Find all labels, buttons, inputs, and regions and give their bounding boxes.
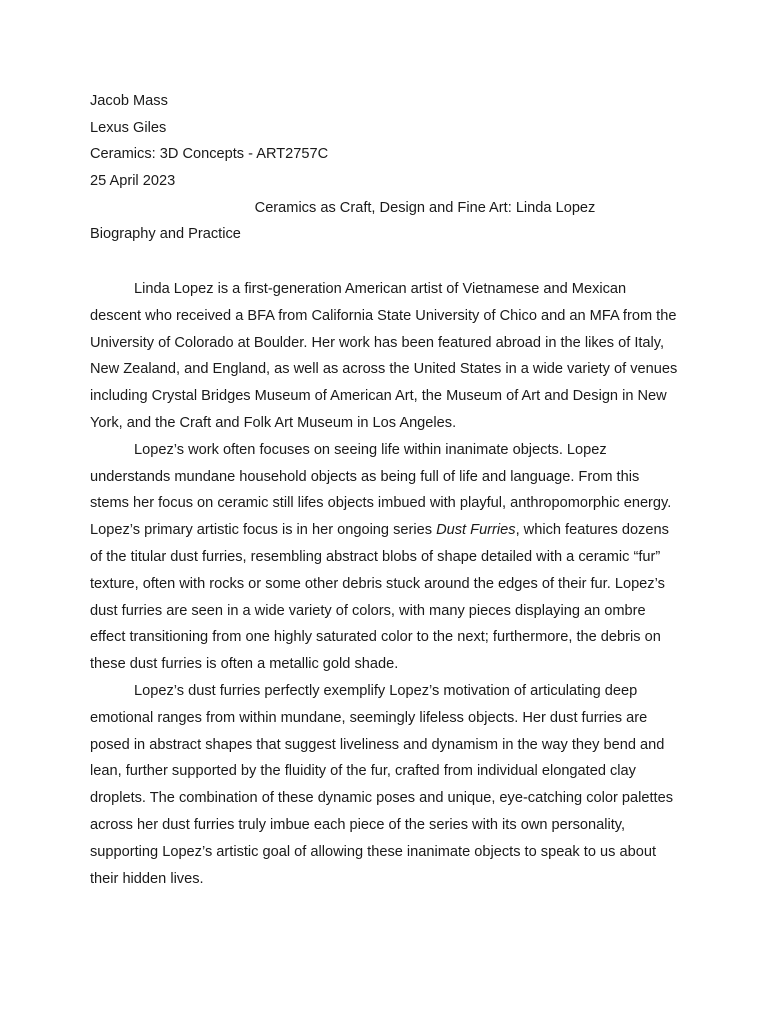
series-title: Dust Furries	[436, 522, 516, 539]
mla-header	[90, 88, 690, 248]
instructor-name: Lexus Giles	[90, 119, 167, 136]
course-name: Ceramics: 3D Concepts - ART2757C	[90, 146, 329, 163]
paragraph-2	[90, 437, 678, 678]
paragraph-1: Linda Lopez is a first-generation American artist of Vietnamese and Mexican descent who received a BFA from California State University of Chico and an MFA from the University of Colorado at Boulder. Her work has been featured abroad in the likes of Italy, New Zealand, and England, as well as across the United States in a wide variety of venues including Crystal Bridges Museum of American Art, the Museum of Art and Design in New York, and the Craft and Folk Art Museum in Los Angeles.	[90, 281, 678, 431]
paragraph-2-text-start: Lopez’s work often focuses on seeing life within inanimate objects. Lopez understands mundane household objects as being full of life and language. From this stems her focus on ceramic still lifes objects imbued with playful, anthropomorphic energy. Lopez’s primary artistic focus is in her ongoing series	[90, 441, 672, 539]
author-name: Jacob Mass	[90, 93, 168, 109]
date: 25 April 2023	[90, 173, 176, 190]
section-heading: Biography and Practice	[90, 226, 241, 243]
document-title: Ceramics as Craft, Design and Fine Art: Linda Lopez	[254, 199, 596, 216]
paragraph-3: Lopez’s dust furries perfectly exemplify Lopez’s motivation of articulating deep emotional ranges from within mundane, seemingly lifeless objects. Her dust furries are posed in abstract shapes that suggest liveliness and dynamism in the way they bend and lean, further supported by the fluidity of the fur, crafted from individual elongated clay droplets. The combination of these dynamic poses and unique, eye-catching color palettes across her dust furries truly imbue each piece of the series with its own personality, supporting Lopez’s artistic goal of allowing these inanimate objects to speak to us about their hidden lives.	[90, 682, 674, 887]
document-body	[90, 276, 678, 892]
paragraph-2-text-end: , which features dozens of the titular dust furries, resembling abstract blobs of shape detailed with a ceramic “fur” texture, often with rocks or some other debris stuck around the edges of their fur. Lopez’s dust furries are seen in a wide variety of colors, with many pieces displaying an ombre effect transitioning from one highly saturated color to the next; furthermore, the debris on these dust furries is often a metallic gold shade.	[90, 522, 669, 673]
